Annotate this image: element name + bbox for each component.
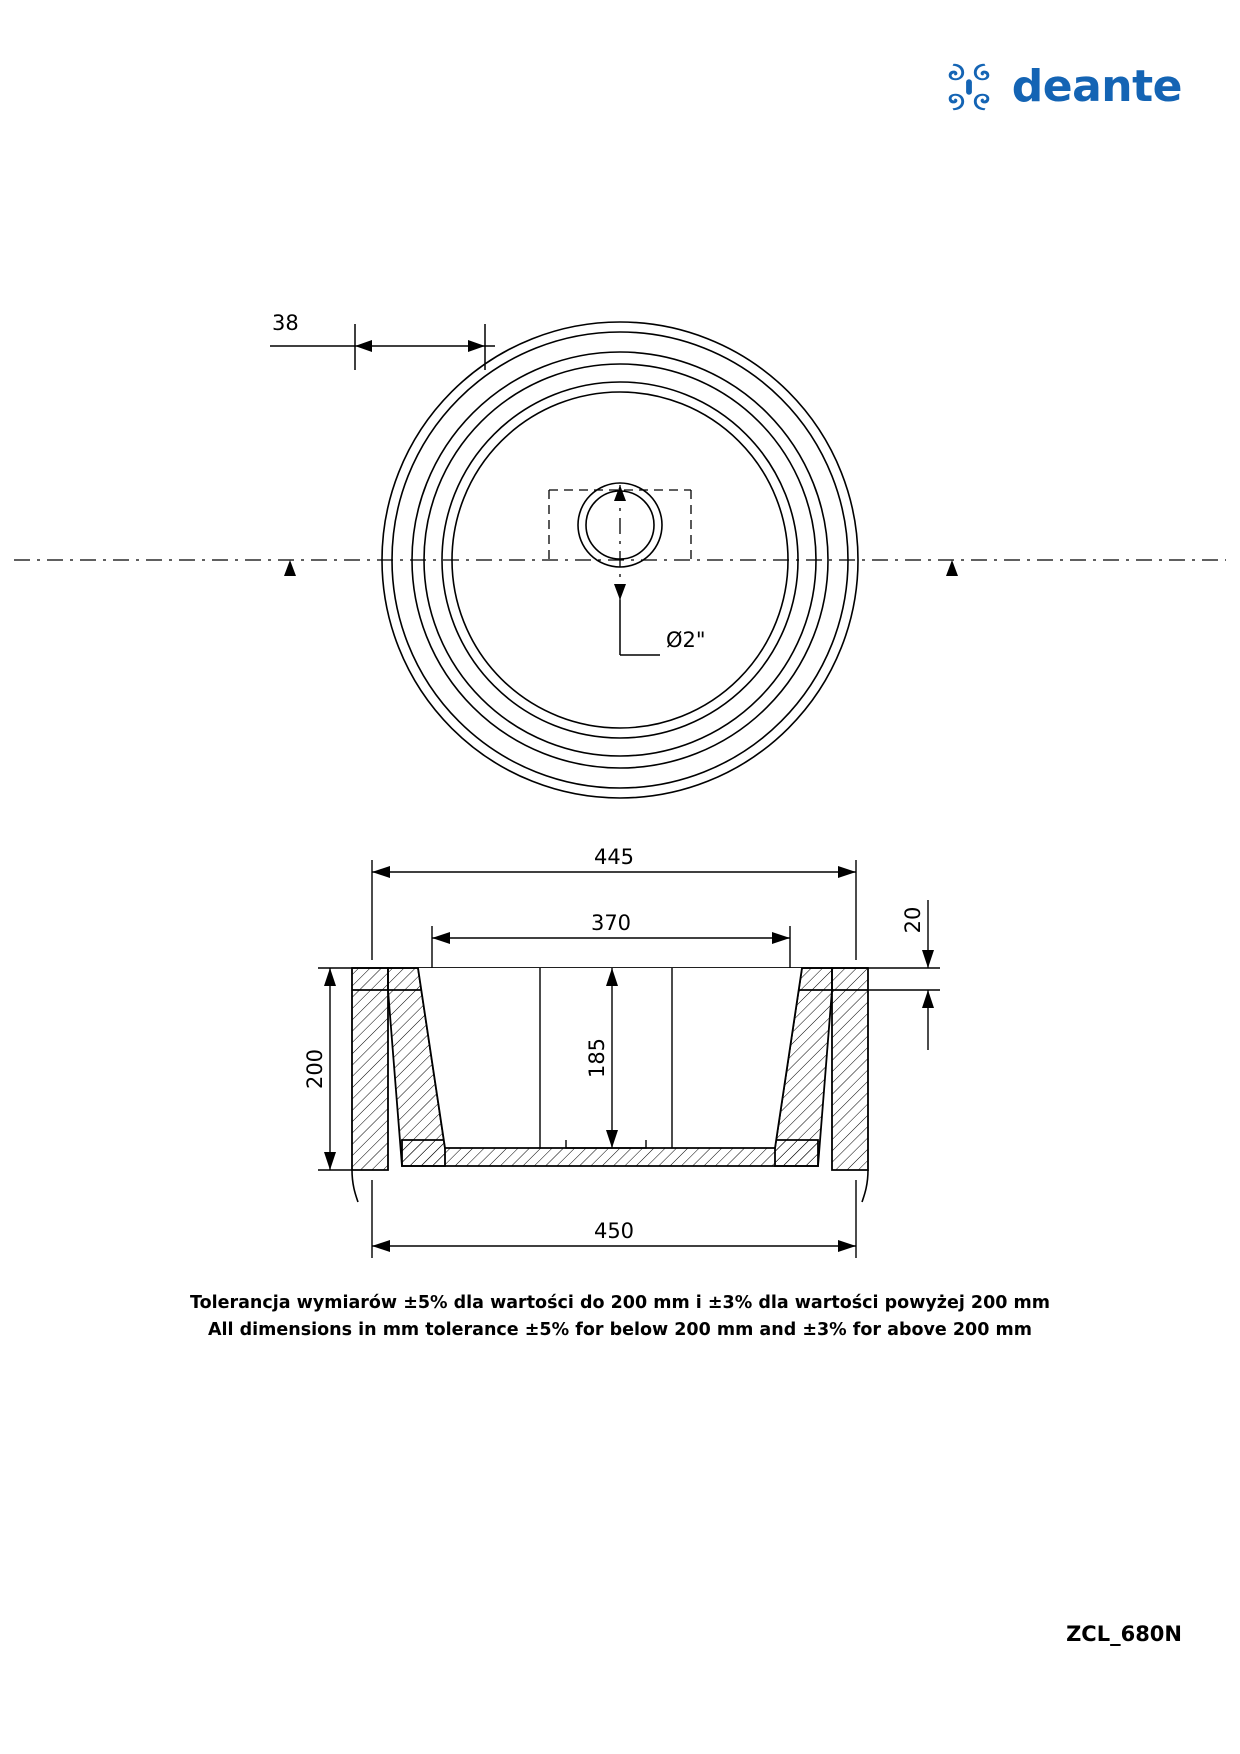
drain-arrow-top: [614, 485, 626, 501]
tolerance-note-en: All dimensions in mm tolerance ±5% for below 200 mm and ±3% for above 200 mm: [208, 1320, 1032, 1341]
right-skirt: [862, 1170, 868, 1202]
dim450-arrow-left: [372, 1240, 390, 1252]
dim38-arrow-left: [355, 340, 372, 352]
centerline-arrow-right: [946, 560, 958, 576]
dim445-arrow-left: [372, 866, 390, 878]
product-code: ZCL_680N: [1066, 1622, 1182, 1646]
dim20-arrow-top: [922, 950, 934, 968]
dim370-arrow-right: [772, 932, 790, 944]
dim-20-label: 20: [901, 906, 925, 934]
brand-name: deante: [1011, 61, 1182, 112]
dim370-arrow-left: [432, 932, 450, 944]
dim-450-label: 450: [593, 1219, 635, 1243]
tolerance-note-pl: Tolerancja wymiarów ±5% dla wartości do 200 mm i ±3% dla wartości powyżej 200 mm: [189, 1293, 1051, 1313]
left-rim-hatch: [352, 968, 388, 1170]
dim-38-label: 38: [272, 311, 299, 335]
brand-logo: [940, 58, 1182, 116]
dim-drain-label: Ø2": [666, 628, 706, 652]
sink-section-body: [352, 968, 868, 1202]
drain-arrow-bottom: [614, 584, 626, 600]
dim450-arrow-right: [838, 1240, 856, 1252]
dim-370-label: 370: [590, 911, 632, 935]
tolerance-notes: [0, 1290, 1240, 1344]
top-view-drawing: [0, 300, 1240, 820]
dim200-arrow-top: [324, 968, 336, 986]
dim20-arrow-bottom: [922, 990, 934, 1008]
centerline-arrow-left: [284, 560, 296, 576]
bowl-inner-outline: [418, 968, 802, 1148]
dim-185-label: 185: [585, 1037, 609, 1079]
right-rim-hatch: [832, 968, 868, 1170]
dim-200-label: 200: [303, 1048, 327, 1090]
deante-logo-icon: [940, 58, 998, 116]
dim-445-label: 445: [593, 845, 635, 869]
dim200-arrow-bottom: [324, 1152, 336, 1170]
dim38-arrow-right: [468, 340, 485, 352]
dim445-arrow-right: [838, 866, 856, 878]
left-skirt: [352, 1170, 358, 1202]
section-view-drawing: [0, 840, 1240, 1300]
